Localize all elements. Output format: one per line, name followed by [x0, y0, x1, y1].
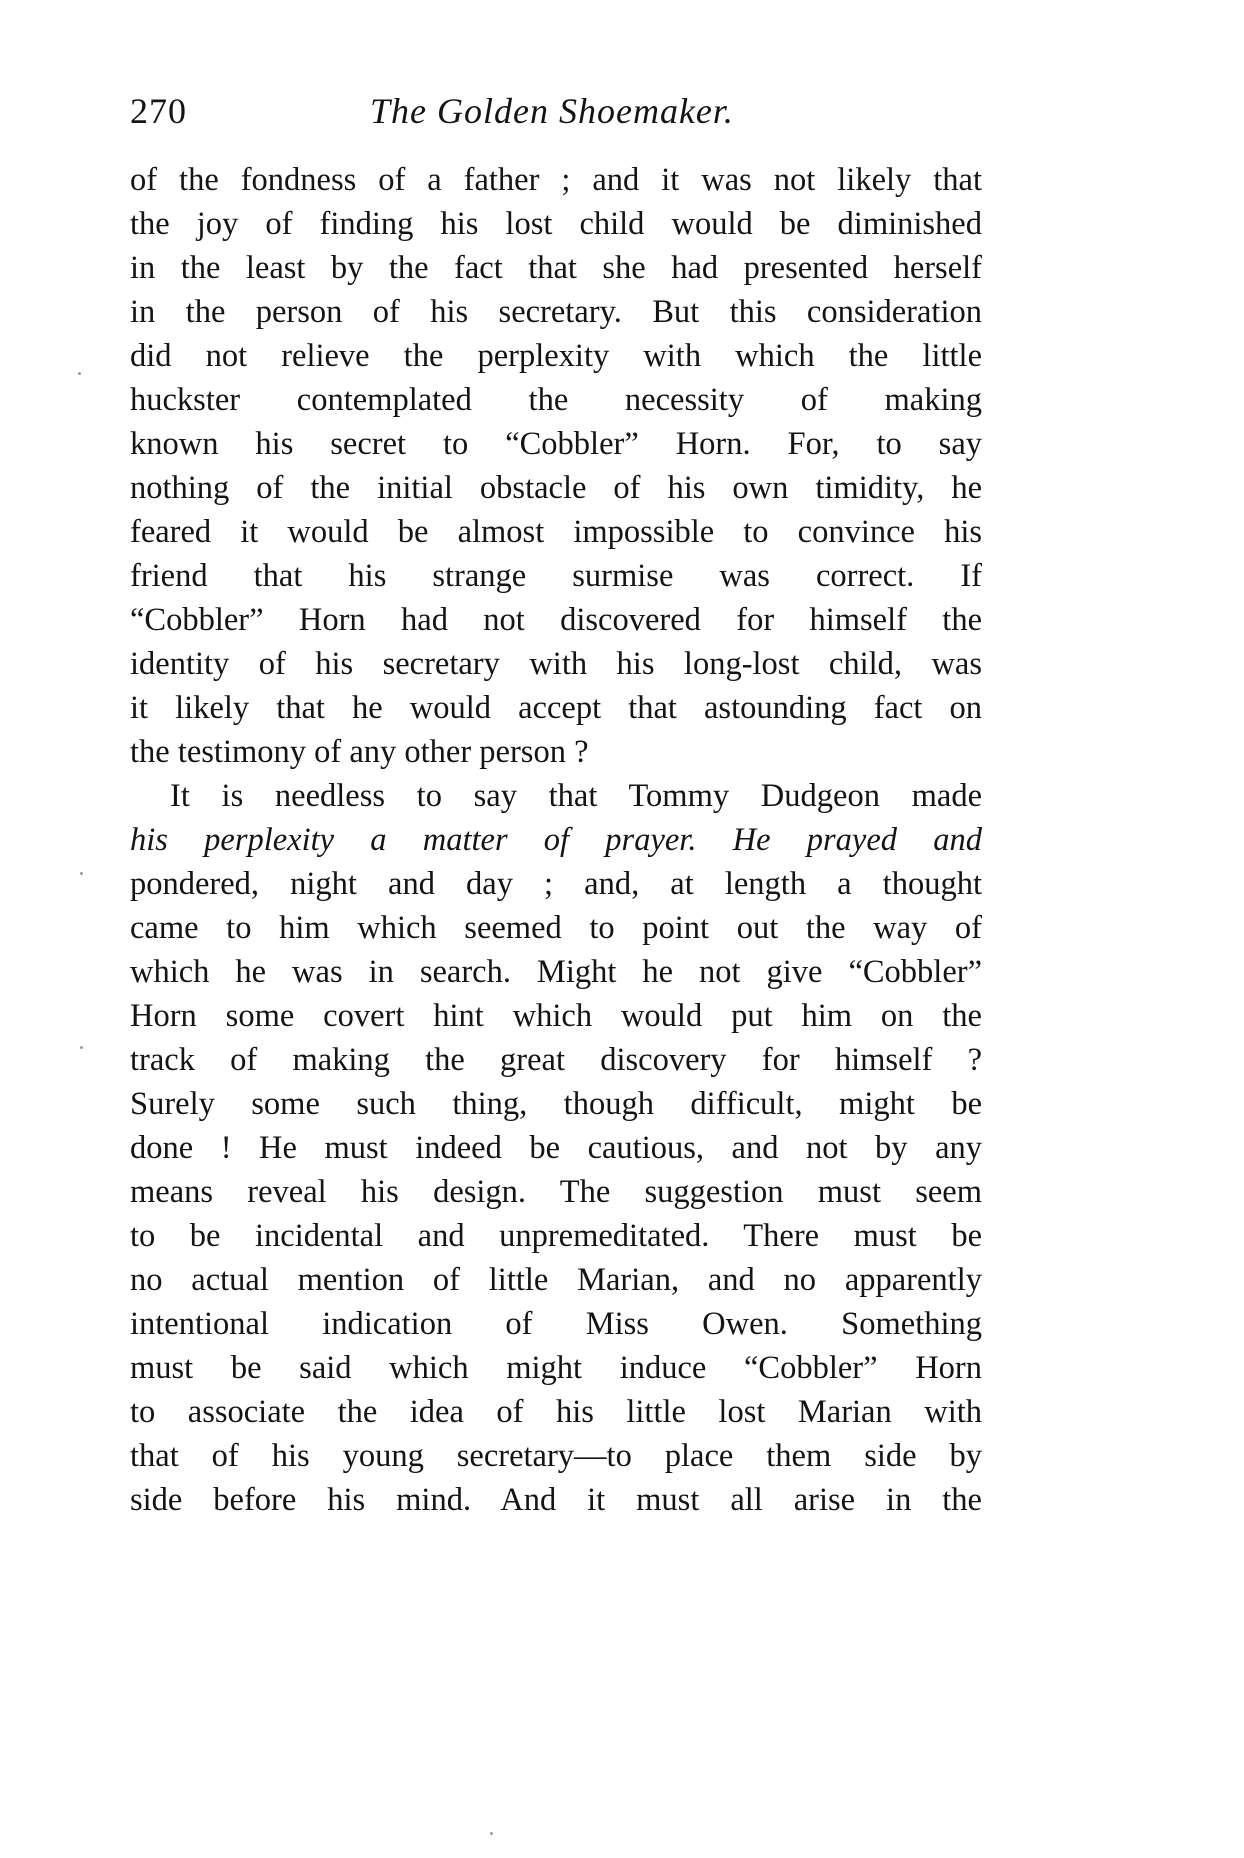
text-line: nothing of the initial obstacle of his own timidity, he	[130, 470, 982, 506]
text-line: to be incidental and unpremeditated. There must be	[130, 1218, 982, 1254]
text-line: huckster contemplated the necessity of making	[130, 382, 982, 418]
text-line: no actual mention of little Marian, and no apparently	[130, 1262, 982, 1298]
text-line: his perplexity a matter of prayer. He prayed and	[130, 822, 982, 858]
text-line: means reveal his design. The suggestion must seem	[130, 1174, 982, 1210]
paper-speck	[78, 372, 81, 375]
paragraph-2	[130, 774, 982, 1522]
text-line: side before his mind. And it must all arise in the	[130, 1482, 982, 1518]
text-line: the testimony of any other person ?	[130, 734, 589, 770]
text-line: which he was in search. Might he not give “Cobbler”	[130, 954, 982, 990]
text-line: “Cobbler” Horn had not discovered for himself the	[130, 602, 982, 638]
text-line: known his secret to “Cobbler” Horn. For, to say	[130, 426, 982, 462]
text-line: done ! He must indeed be cautious, and not by any	[130, 1130, 982, 1166]
page-number: 270	[130, 91, 187, 131]
text-line: track of making the great discovery for himself ?	[130, 1042, 982, 1078]
text-line: friend that his strange surmise was correct. If	[130, 558, 982, 594]
text-line: in the person of his secretary. But this consideration	[130, 294, 982, 330]
text-line: did not relieve the perplexity with which the little	[130, 338, 982, 374]
text-line: came to him which seemed to point out the way of	[130, 910, 982, 946]
text-line: identity of his secretary with his long-lost child, was	[130, 646, 982, 682]
text-line: Horn some covert hint which would put him on the	[130, 998, 982, 1034]
text-line: must be said which might induce “Cobbler” Horn	[130, 1350, 982, 1386]
running-head	[130, 90, 990, 130]
paper-speck	[80, 872, 83, 875]
text-line: it likely that he would accept that astounding fact on	[130, 690, 982, 726]
paper-speck	[80, 1046, 83, 1049]
paper-speck	[490, 1832, 493, 1835]
text-line: intentional indication of Miss Owen. Something	[130, 1306, 982, 1342]
text-line: It is needless to say that Tommy Dudgeon made	[170, 778, 982, 814]
text-line: that of his young secretary—to place them side by	[130, 1438, 982, 1474]
text-line: of the fondness of a father ; and it was not likely that	[130, 162, 982, 198]
running-title: The Golden Shoemaker.	[370, 91, 734, 131]
text-line: in the least by the fact that she had presented herself	[130, 250, 982, 286]
paragraph-1	[130, 158, 982, 774]
text-line: to associate the idea of his little lost Marian with	[130, 1394, 982, 1430]
text-line: Surely some such thing, though difficult, might be	[130, 1086, 982, 1122]
text-line: feared it would be almost impossible to convince his	[130, 514, 982, 550]
body-text	[130, 158, 982, 1522]
text-line: pondered, night and day ; and, at length a thought	[130, 866, 982, 902]
text-line: the joy of finding his lost child would be diminished	[130, 206, 982, 242]
